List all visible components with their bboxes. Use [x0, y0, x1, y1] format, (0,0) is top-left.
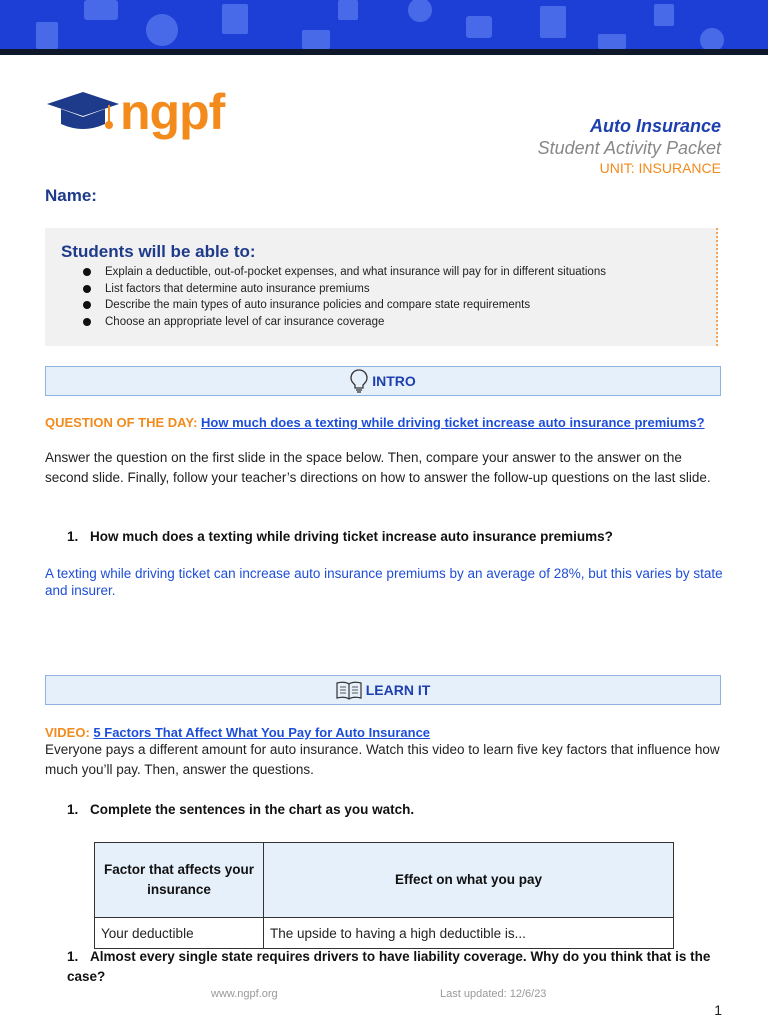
video-link[interactable]: 5 Factors That Affect What You Pay for Auto Insurance	[93, 725, 431, 740]
learn-section-label: LEARN IT	[365, 682, 431, 698]
book-icon	[336, 680, 362, 700]
objectives-title: Students will be able to:	[61, 242, 256, 261]
header-banner	[0, 0, 768, 49]
ngpf-logo: ngpf	[120, 84, 225, 140]
intro-question	[67, 527, 727, 547]
question-number: 1.	[67, 802, 79, 817]
objectives-border	[716, 228, 718, 346]
footer-updated: Last updated: 12/6/23	[440, 988, 547, 1000]
question-of-the-day	[45, 414, 725, 432]
table-row	[95, 918, 674, 949]
packet-subtitle: Student Activity Packet	[537, 138, 721, 158]
intro-instructions: Answer the question on the first slide in the space below. Then, compare your answer to the answer on the second slide. Finally, follow your teacher’s directions on how to answer the follow-up questions on the last slide.	[45, 450, 711, 485]
question-text: Almost every single state requires drivers to have liability coverage. Why do you think that is the case?	[67, 949, 711, 984]
intro-section-label: INTRO	[372, 373, 416, 389]
intro-answer[interactable]: A texting while driving ticket can increase auto insurance premiums by an average of 28%, but this varies by state and insurer.	[45, 566, 723, 598]
cell-factor: Your deductible	[95, 918, 264, 949]
factors-table	[94, 842, 674, 949]
packet-title: Auto Insurance	[589, 116, 721, 136]
learn-section-header	[45, 675, 721, 705]
question-text: Complete the sentences in the chart as you watch.	[90, 802, 415, 817]
learn-question-1	[67, 800, 727, 820]
qotd-link[interactable]: How much does a texting while driving ticket increase auto insurance premiums?	[201, 415, 705, 430]
page-number: 1	[714, 1002, 722, 1018]
question-number: 1.	[67, 949, 79, 964]
banner-pattern	[0, 0, 768, 49]
objectives-list	[83, 264, 606, 330]
qotd-prefix: QUESTION OF THE DAY:	[45, 415, 198, 430]
video-prefix: VIDEO:	[45, 725, 90, 740]
lightbulb-icon	[350, 369, 368, 393]
name-label: Name:	[45, 186, 97, 205]
objectives-box	[45, 228, 718, 346]
footer-website[interactable]: www.ngpf.org	[211, 988, 278, 1000]
list-item: Choose an appropriate level of car insurance coverage	[83, 314, 606, 331]
packet-title-block	[538, 115, 721, 177]
list-item: Describe the main types of auto insurance policies and compare state requirements	[83, 297, 606, 314]
intro-section-header	[45, 366, 721, 396]
question-number: 1.	[67, 529, 79, 544]
learn-question-2	[67, 947, 727, 987]
learn-instructions: Everyone pays a different amount for auto insurance. Watch this video to learn five key factors that influence how much you’ll pay. Then, answer the questions.	[45, 742, 720, 777]
header-factor: Factor that affects your insurance	[95, 843, 264, 918]
banner-divider	[0, 49, 768, 55]
list-item: List factors that determine auto insurance premiums	[83, 281, 606, 298]
question-text: How much does a texting while driving ticket increase auto insurance premiums?	[90, 529, 613, 544]
list-item: Explain a deductible, out-of-pocket expenses, and what insurance will pay for in different situations	[83, 264, 606, 281]
table-header-row	[95, 843, 674, 918]
cell-effect[interactable]: The upside to having a high deductible is...	[264, 918, 674, 949]
unit-label: UNIT: INSURANCE	[599, 160, 721, 176]
header-effect: Effect on what you pay	[264, 843, 674, 918]
